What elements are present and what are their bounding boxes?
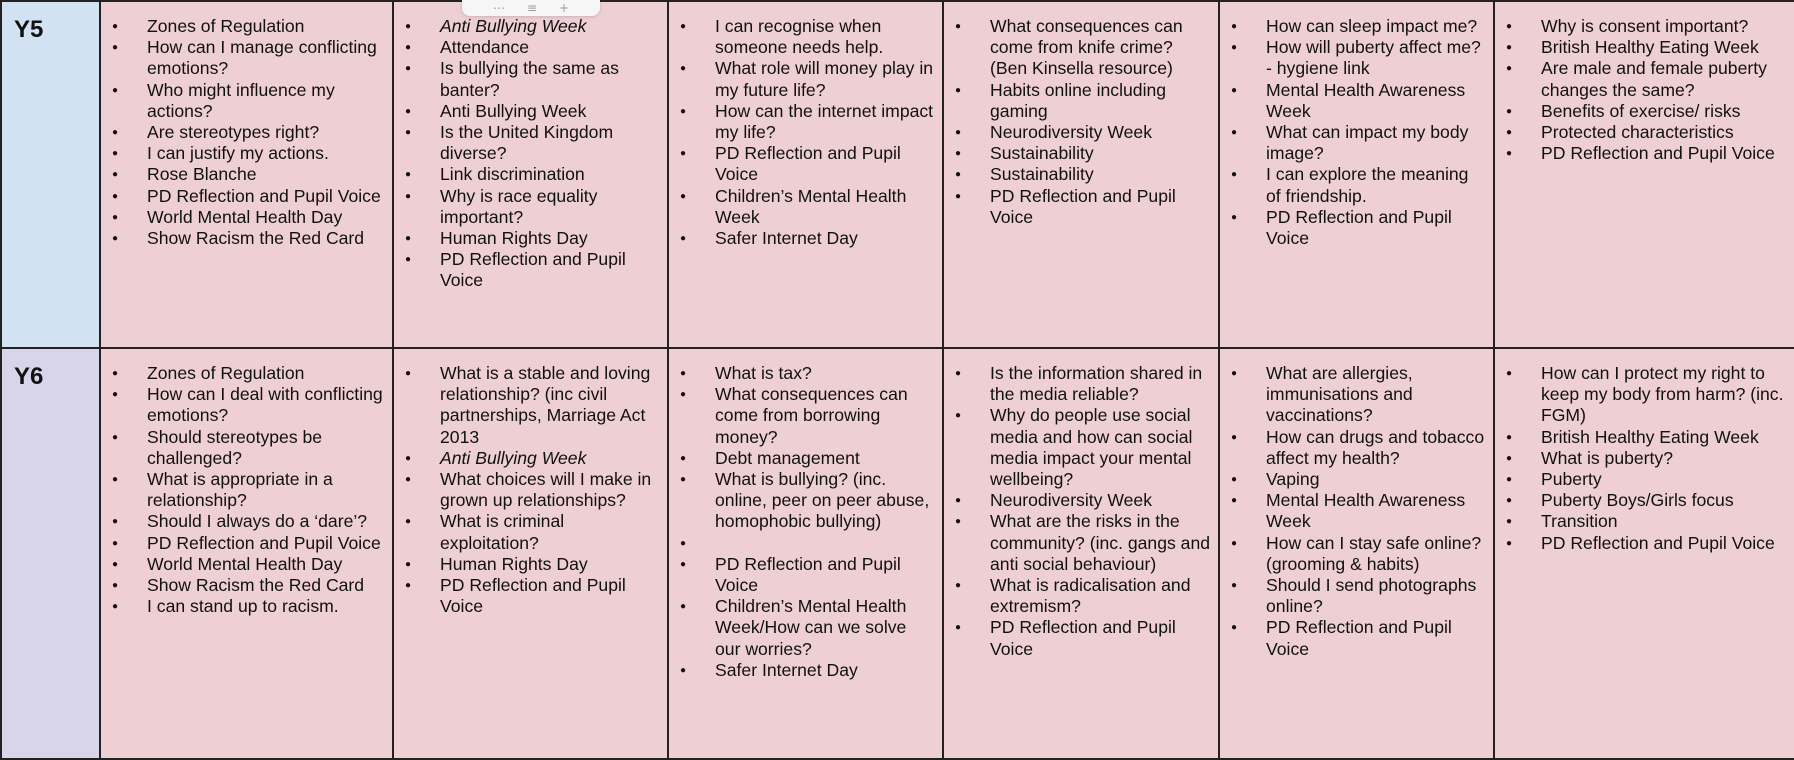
topic-item: ● Anti Bullying Week [440,16,661,37]
year-label: Y5 [14,16,44,43]
topic-item: ● PD Reflection and Pupil Voice [440,249,661,291]
topic-cell[interactable] [1494,348,1794,759]
topic-item: ● Children’s Mental Health Week/How can we solve our worries? [715,596,936,660]
topic-item: ● What is puberty? [1541,448,1788,469]
topic-list [950,16,1212,228]
topic-cell[interactable] [668,1,943,348]
topic-item: ● What role will money play in my future life? [715,58,936,100]
topic-item: ● Safer Internet Day [715,228,936,249]
topic-item: ● Zones of Regulation [147,363,386,384]
topic-cell[interactable] [393,348,668,759]
year-row-y6 [1,348,1794,759]
topic-item: ● Habits online including gaming [990,80,1212,122]
topic-cell[interactable] [100,1,393,348]
topic-list [675,363,936,681]
topic-item: ● Neurodiversity Week [990,122,1212,143]
topic-item: ● PD Reflection and Pupil Voice [715,554,936,596]
topic-item: ● Show Racism the Red Card [147,228,386,249]
topic-item: ● How can I deal with conflicting emotions? [147,384,386,426]
topic-item: ● Sustainability [990,143,1212,164]
topic-cell[interactable] [393,1,668,348]
topic-cell[interactable] [943,1,1219,348]
topic-item: ● Mental Health Awareness Week [1266,80,1487,122]
topic-item: ● PD Reflection and Pupil Voice [1266,207,1487,249]
topic-item: ● I can justify my actions. [147,143,386,164]
topic-item: ● I can recognise when someone needs help. [715,16,936,58]
year-header-cell[interactable] [1,1,100,348]
format-icon[interactable]: ≡ [526,1,537,15]
topic-item: ● Mental Health Awareness Week [1266,490,1487,532]
topic-item: ● Puberty [1541,469,1788,490]
topic-item: ● Is the United Kingdom diverse? [440,122,661,164]
topic-item: ● Show Racism the Red Card [147,575,386,596]
topic-item: ● Who might influence my actions? [147,80,386,122]
topic-item: ● What choices will I make in grown up relationships? [440,469,661,511]
topic-item: ● I can stand up to racism. [147,596,386,617]
topic-item: ● What is radicalisation and extremism? [990,575,1212,617]
topic-item: ● How can I stay safe online? (grooming & habits) [1266,533,1487,575]
topic-item: ● What consequences can come from knife crime? (Ben Kinsella resource) [990,16,1212,80]
topic-item: ● World Mental Health Day [147,207,386,228]
topic-item: ● What can impact my body image? [1266,122,1487,164]
drag-handle-icon[interactable]: ⋯ [492,1,505,15]
topic-item: ● Link discrimination [440,164,661,185]
topic-item: ● Why is consent important? [1541,16,1788,37]
topic-item: ● What is bullying? (inc. online, peer on peer abuse, homophobic bullying) [715,469,936,533]
topic-item: ● PD Reflection and Pupil Voice [1541,143,1788,164]
topic-item: ● PD Reflection and Pupil Voice [147,533,386,554]
topic-item: ● PD Reflection and Pupil Voice [1541,533,1788,554]
topic-item: ● Neurodiversity Week [990,490,1212,511]
topic-item: ● How can the internet impact my life? [715,101,936,143]
topic-item: ● What consequences can come from borrowing money? [715,384,936,448]
topic-list [1501,16,1788,164]
topic-item: ● What is tax? [715,363,936,384]
topic-item: ● PD Reflection and Pupil Voice [440,575,661,617]
topic-item: ● What is criminal exploitation? [440,511,661,553]
topic-item: ● How will puberty affect me? - hygiene link [1266,37,1487,79]
topic-item: ● Children’s Mental Health Week [715,186,936,228]
topic-item: ● What are the risks in the community? (inc. gangs and anti social behaviour) [990,511,1212,575]
topic-cell[interactable] [1494,1,1794,348]
topic-cell[interactable] [100,348,393,759]
topic-item: ● British Healthy Eating Week [1541,427,1788,448]
topic-list [1226,16,1487,249]
topic-item: ● Human Rights Day [440,228,661,249]
topic-item: ● PD Reflection and Pupil Voice [1266,617,1487,659]
topic-item: ● How can drugs and tobacco affect my health? [1266,427,1487,469]
topic-item: ● Vaping [1266,469,1487,490]
topic-item: ● Why is race equality important? [440,186,661,228]
topic-item: ● Are male and female puberty changes the same? [1541,58,1788,100]
topic-item: ● Why do people use social media and how can social media impact your mental wellbeing? [990,405,1212,490]
topic-list [400,363,661,617]
topic-item: ● Safer Internet Day [715,660,936,681]
topic-list [950,363,1212,660]
topic-item: ● Should I send photographs online? [1266,575,1487,617]
topic-item: ● Puberty Boys/Girls focus [1541,490,1788,511]
topic-list [1501,363,1788,554]
topic-item: ● Is bullying the same as banter? [440,58,661,100]
topic-item: ● Benefits of exercise/ risks [1541,101,1788,122]
topic-item: ● Debt management [715,448,936,469]
topic-item: ● PD Reflection and Pupil Voice [990,186,1212,228]
topic-item: ● How can I manage conflicting emotions? [147,37,386,79]
topic-item: ● PD Reflection and Pupil Voice [715,143,936,185]
topic-item: ● Should I always do a ‘dare’? [147,511,386,532]
topic-cell[interactable] [1219,1,1494,348]
year-row-y5 [1,1,1794,348]
topic-item: ● Is the information shared in the media reliable? [990,363,1212,405]
topic-item: ● PD Reflection and Pupil Voice [990,617,1212,659]
topic-item: ● British Healthy Eating Week [1541,37,1788,58]
topic-list [107,363,386,617]
topic-item: ● I can explore the meaning of friendship. [1266,164,1487,206]
topic-cell[interactable] [1219,348,1494,759]
topic-item: ● Are stereotypes right? [147,122,386,143]
topic-list [675,16,936,249]
topic-cell[interactable] [668,348,943,759]
topic-item: ● Human Rights Day [440,554,661,575]
topic-item: ● How can sleep impact me? [1266,16,1487,37]
year-header-cell[interactable] [1,348,100,759]
topic-item: ● Transition [1541,511,1788,532]
topic-item: ● Sustainability [990,164,1212,185]
topic-item: ● World Mental Health Day [147,554,386,575]
topic-item: ● Anti Bullying Week [440,101,661,122]
year-label: Y6 [14,363,44,390]
topic-list [1226,363,1487,660]
topic-item: ● What is appropriate in a relationship? [147,469,386,511]
topic-list [107,16,386,249]
topic-item: ● How can I protect my right to keep my body from harm? (inc. FGM) [1541,363,1788,427]
topic-item: ● Rose Blanche [147,164,386,185]
topic-item: ● Should stereotypes be challenged? [147,427,386,469]
topic-cell[interactable] [943,348,1219,759]
topic-item [715,533,936,554]
add-icon[interactable]: + [559,1,570,15]
topic-item: ● Protected characteristics [1541,122,1788,143]
topic-item: ● Anti Bullying Week [440,448,661,469]
topic-item: ● Zones of Regulation [147,16,386,37]
topic-item: ● What are allergies, immunisations and vaccinations? [1266,363,1487,427]
topic-item: ● PD Reflection and Pupil Voice [147,186,386,207]
topic-item: ● Attendance [440,37,661,58]
topic-item: ● What is a stable and loving relationship? (inc civil partnerships, Marriage Act 2013 [440,363,661,448]
table-toolbar[interactable] [462,0,600,16]
topic-list [400,16,661,292]
